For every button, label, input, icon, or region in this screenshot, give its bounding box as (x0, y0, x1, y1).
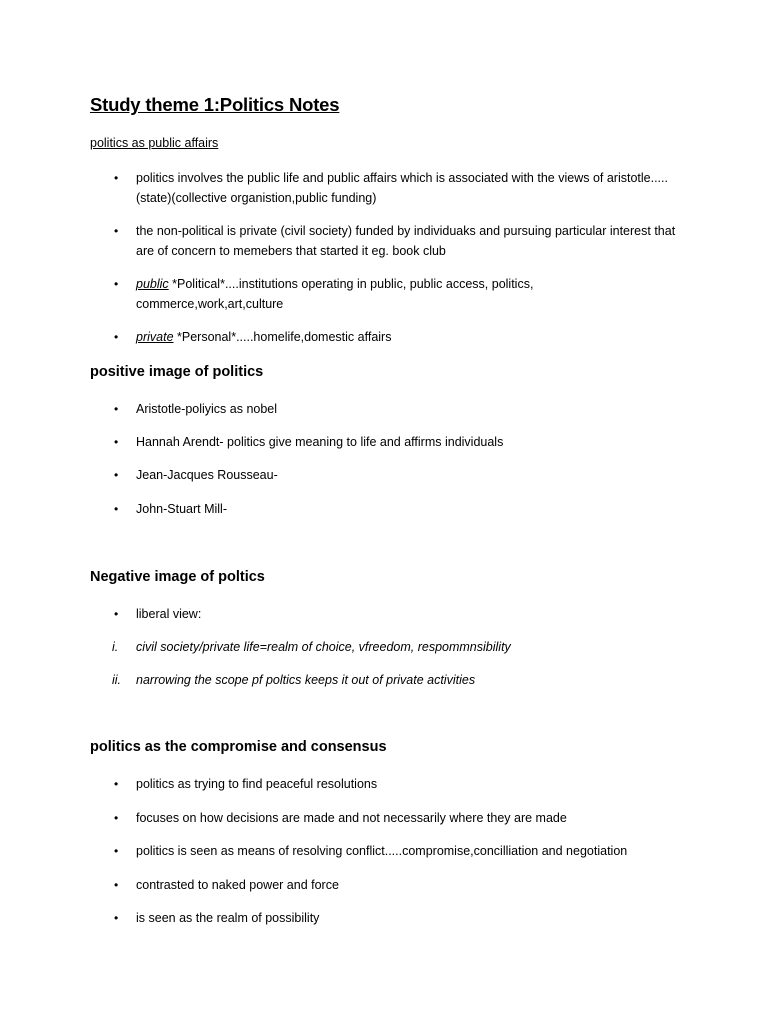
list-item: • John-Stuart Mill- (136, 499, 681, 519)
bullet-icon: • (114, 402, 119, 416)
list-item: • politics as trying to find peaceful resolutions (136, 774, 681, 794)
list-item-public (114, 274, 681, 314)
section-heading-positive: positive image of politics (90, 364, 264, 380)
list-item: • politics is seen as means of resolving conflict.....compromise,concilliation and negotiation (136, 841, 681, 861)
bullet-icon: • (114, 777, 119, 791)
intro-subheading: politics as public affairs (90, 136, 219, 150)
list-item: • liberal view: (136, 604, 681, 624)
bullet-icon: • (114, 607, 119, 621)
roman-numeral: ii. (112, 673, 122, 687)
bullet-icon: • (114, 502, 119, 516)
document-title: Study theme 1:Politics Notes (90, 94, 340, 115)
list-item: • the non-political is private (civil society) funded by individuaks and pursuing particular interest that are of concern to memebers that started it eg. book club (136, 221, 681, 261)
term-public: public (136, 277, 169, 291)
list-item: • Hannah Arendt- politics give meaning to life and affirms individuals (136, 432, 681, 452)
bullet-icon: • (114, 171, 119, 185)
bullet-icon: • (114, 911, 119, 925)
list-item: • contrasted to naked power and force (136, 875, 681, 895)
bullet-icon: • (114, 811, 119, 825)
list-item: • Aristotle-poliyics as nobel (136, 399, 681, 419)
bullet-icon: • (114, 844, 119, 858)
term-public-description: *Political*....institutions operating in public, public access, politics, commerce,work,art,culture (136, 277, 534, 311)
bullet-icon: • (114, 435, 119, 449)
list-item: • politics involves the public life and public affairs which is associated with the views of aristotle.....(state)(collective organistion,public funding) (136, 168, 681, 208)
list-item: • Jean-Jacques Rousseau- (136, 465, 681, 485)
list-item: • focuses on how decisions are made and not necessarily where they are made (136, 808, 681, 828)
bullet-icon: • (114, 277, 119, 291)
bullet-icon: • (114, 224, 119, 238)
term-private-description: *Personal*.....homelife,domestic affairs (173, 330, 392, 344)
bullet-icon: • (114, 878, 119, 892)
numbered-item: ii. narrowing the scope pf poltics keeps it out of private activities (136, 670, 681, 690)
roman-numeral: i. (112, 640, 119, 654)
numbered-item: i. civil society/private life=realm of choice, vfreedom, respommnsibility (136, 637, 681, 657)
list-item-private (114, 327, 681, 347)
section-heading-compromise: politics as the compromise and consensus (90, 739, 387, 755)
bullet-icon: • (114, 330, 119, 344)
bullet-icon: • (114, 468, 119, 482)
section-heading-negative: Negative image of poltics (90, 569, 265, 585)
term-private: private (136, 330, 174, 344)
list-item: • is seen as the realm of possibility (136, 908, 681, 928)
